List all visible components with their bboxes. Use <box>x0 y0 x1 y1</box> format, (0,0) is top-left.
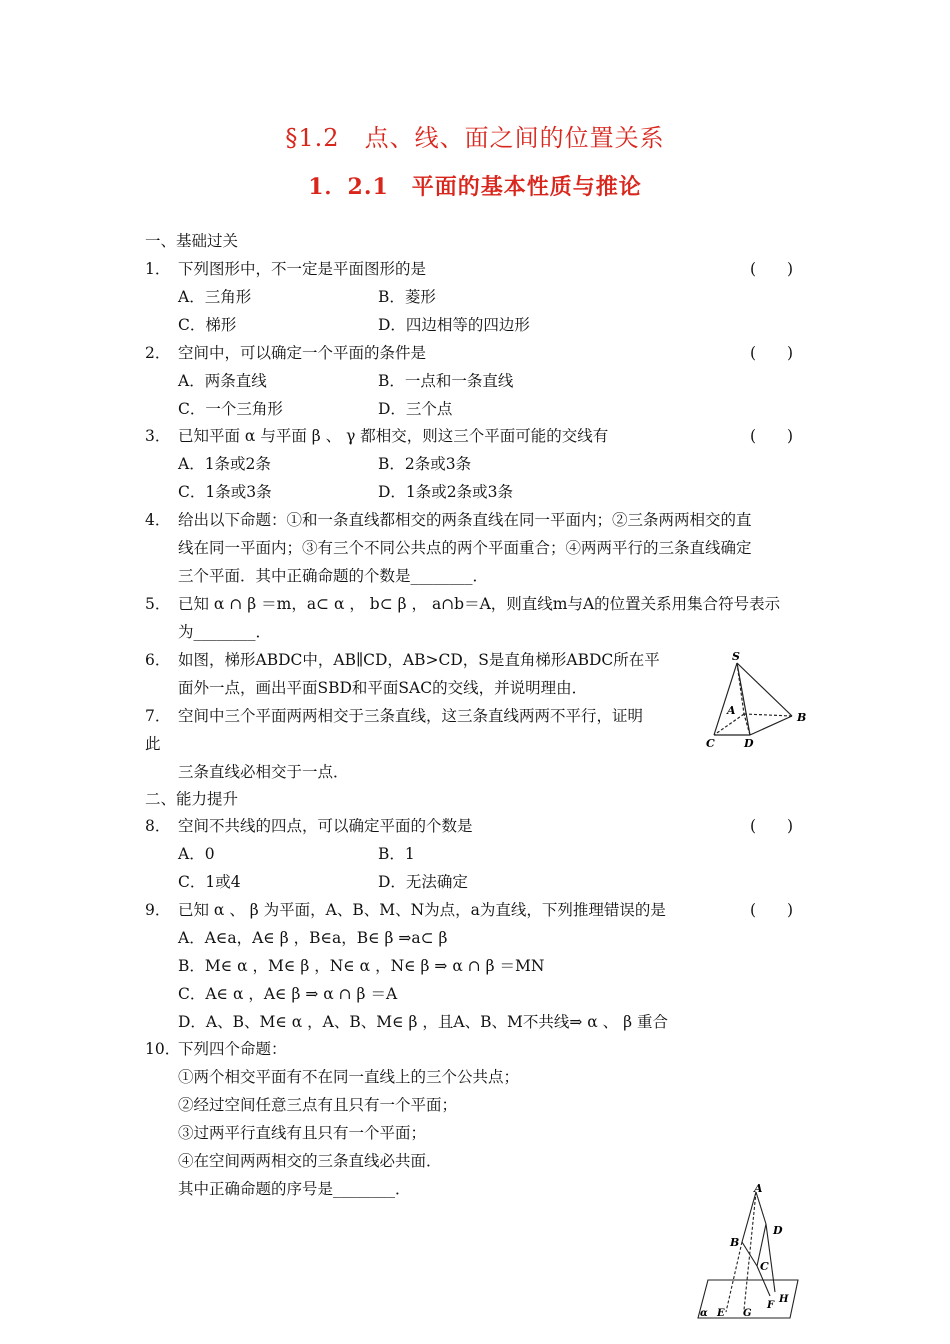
label-s: S <box>732 650 740 663</box>
answer-blank: ( ) <box>750 427 794 445</box>
section-heading: 二、能力提升 <box>145 790 239 808</box>
question-text: 下列图形中，不一定是平面图形的是 <box>178 260 427 278</box>
list-item: ①两个相交平面有不在同一直线上的三个公共点； <box>178 1068 520 1086</box>
answer-blank: ( ) <box>750 817 794 835</box>
option-c: C．1条或3条 <box>178 483 272 501</box>
question-text: 已知 α 、 β 为平面，A、B、M、N为点，a为直线，下列推理错误的是 <box>178 901 666 919</box>
list-item: ②经过空间任意三点有且只有一个平面； <box>178 1096 458 1114</box>
option-c: C．A∈ α ，A∈ β ⇒ α ∩ β ＝A <box>178 985 398 1003</box>
option-a: A．0 <box>178 845 215 863</box>
label-h: H <box>779 1294 789 1305</box>
option-b: B．一点和一条直线 <box>378 372 514 390</box>
question-text: 下列四个命题： <box>178 1040 287 1058</box>
option-b: B．2条或3条 <box>378 455 472 473</box>
question-number: 3． <box>145 427 171 445</box>
question-number: 1． <box>145 260 171 278</box>
question-text: 线在同一平面内；③有三个不同公共点的两个平面重合；④两两平行的三条直线确定 <box>178 539 752 557</box>
option-c: C．梯形 <box>178 316 237 334</box>
question-text: 面外一点，画出平面SBD和平面SAC的交线，并说明理由． <box>178 679 588 697</box>
option-d: D．A、B、M∈ α ，A、B、M∈ β ，且A、B、M不共线⇒ α 、 β 重合 <box>178 1013 668 1031</box>
list-item: ④在空间两两相交的三条直线必共面． <box>178 1152 442 1170</box>
label-g: G <box>743 1308 752 1319</box>
question-text: 其中正确命题的序号是________． <box>178 1180 411 1198</box>
answer-blank: ( ) <box>750 344 794 362</box>
label-b: B <box>797 711 807 724</box>
label-b: B <box>730 1236 740 1249</box>
option-a: A．三角形 <box>178 288 252 306</box>
label-c: C <box>760 1260 769 1273</box>
list-item: ③过两平行直线有且只有一个平面； <box>178 1124 427 1142</box>
pyramid-figure <box>700 648 815 750</box>
label-c: C <box>706 737 715 750</box>
question-text: 已知平面 α 与平面 β 、 γ 都相交，则这三个平面可能的交线有 <box>178 427 609 445</box>
label-d: D <box>773 1224 783 1237</box>
label-a: A <box>727 704 736 717</box>
option-d: D．无法确定 <box>378 873 468 891</box>
option-b: B．M∈ α ，M∈ β ，N∈ α ，N∈ β ⇒ α ∩ β ＝MN <box>178 957 545 975</box>
option-d: D．四边相等的四边形 <box>378 316 530 334</box>
question-number: 8． <box>145 817 171 835</box>
question-number: 7． <box>145 707 171 725</box>
question-number: 4． <box>145 511 171 529</box>
option-d: D．三个点 <box>378 400 453 418</box>
label-a: A <box>754 1182 763 1195</box>
question-number: 5． <box>145 595 171 613</box>
answer-blank: ( ) <box>750 901 794 919</box>
question-number: 9． <box>145 901 171 919</box>
question-text: 三个平面．其中正确命题的个数是________． <box>178 567 489 585</box>
option-a: A．两条直线 <box>178 372 267 390</box>
question-text: 为________． <box>178 623 272 641</box>
option-b: B．菱形 <box>378 288 436 306</box>
option-a: A．A∈a，A∈ β ，B∈a，B∈ β ⇒a⊂ β <box>178 929 448 947</box>
label-d: D <box>744 737 754 750</box>
option-a: A．1条或2条 <box>178 455 271 473</box>
label-alpha: α <box>700 1308 708 1319</box>
question-text: 空间不共线的四点，可以确定平面的个数是 <box>178 817 473 835</box>
page-title: §1.2 点、线、面之间的位置关系 <box>285 124 665 152</box>
answer-blank: ( ) <box>750 260 794 278</box>
option-b: B．1 <box>378 845 415 863</box>
question-number: 6． <box>145 651 171 669</box>
question-text: 三条直线必相交于一点． <box>178 763 349 781</box>
question-text: 给出以下命题：①和一条直线都相交的两条直线在同一平面内；②三条两两相交的直 <box>178 511 752 529</box>
question-text: 此 <box>145 735 161 753</box>
question-number: 10． <box>145 1040 181 1058</box>
label-f: F <box>767 1300 775 1311</box>
plane-figure <box>690 1182 810 1328</box>
section-heading: 一、基础过关 <box>145 232 239 250</box>
label-e: E <box>717 1308 725 1319</box>
option-c: C．1或4 <box>178 873 241 891</box>
question-number: 2． <box>145 344 171 362</box>
question-text: 空间中三个平面两两相交于三条直线，这三条直线两两不平行，证明 <box>178 707 644 725</box>
option-d: D．1条或2条或3条 <box>378 483 514 501</box>
question-text: 如图，梯形ABDC中，AB∥CD，AB>CD，S是直角梯形ABDC所在平 <box>178 651 660 669</box>
page-subtitle: 1．2.1 平面的基本性质与推论 <box>308 174 642 200</box>
option-c: C．一个三角形 <box>178 400 283 418</box>
question-text: 空间中，可以确定一个平面的条件是 <box>178 344 427 362</box>
question-text: 已知 α ∩ β ＝m，a⊂ α ， b⊂ β ， a∩b＝A，则直线m与A的位置关系用集合符号表示 <box>178 595 781 613</box>
